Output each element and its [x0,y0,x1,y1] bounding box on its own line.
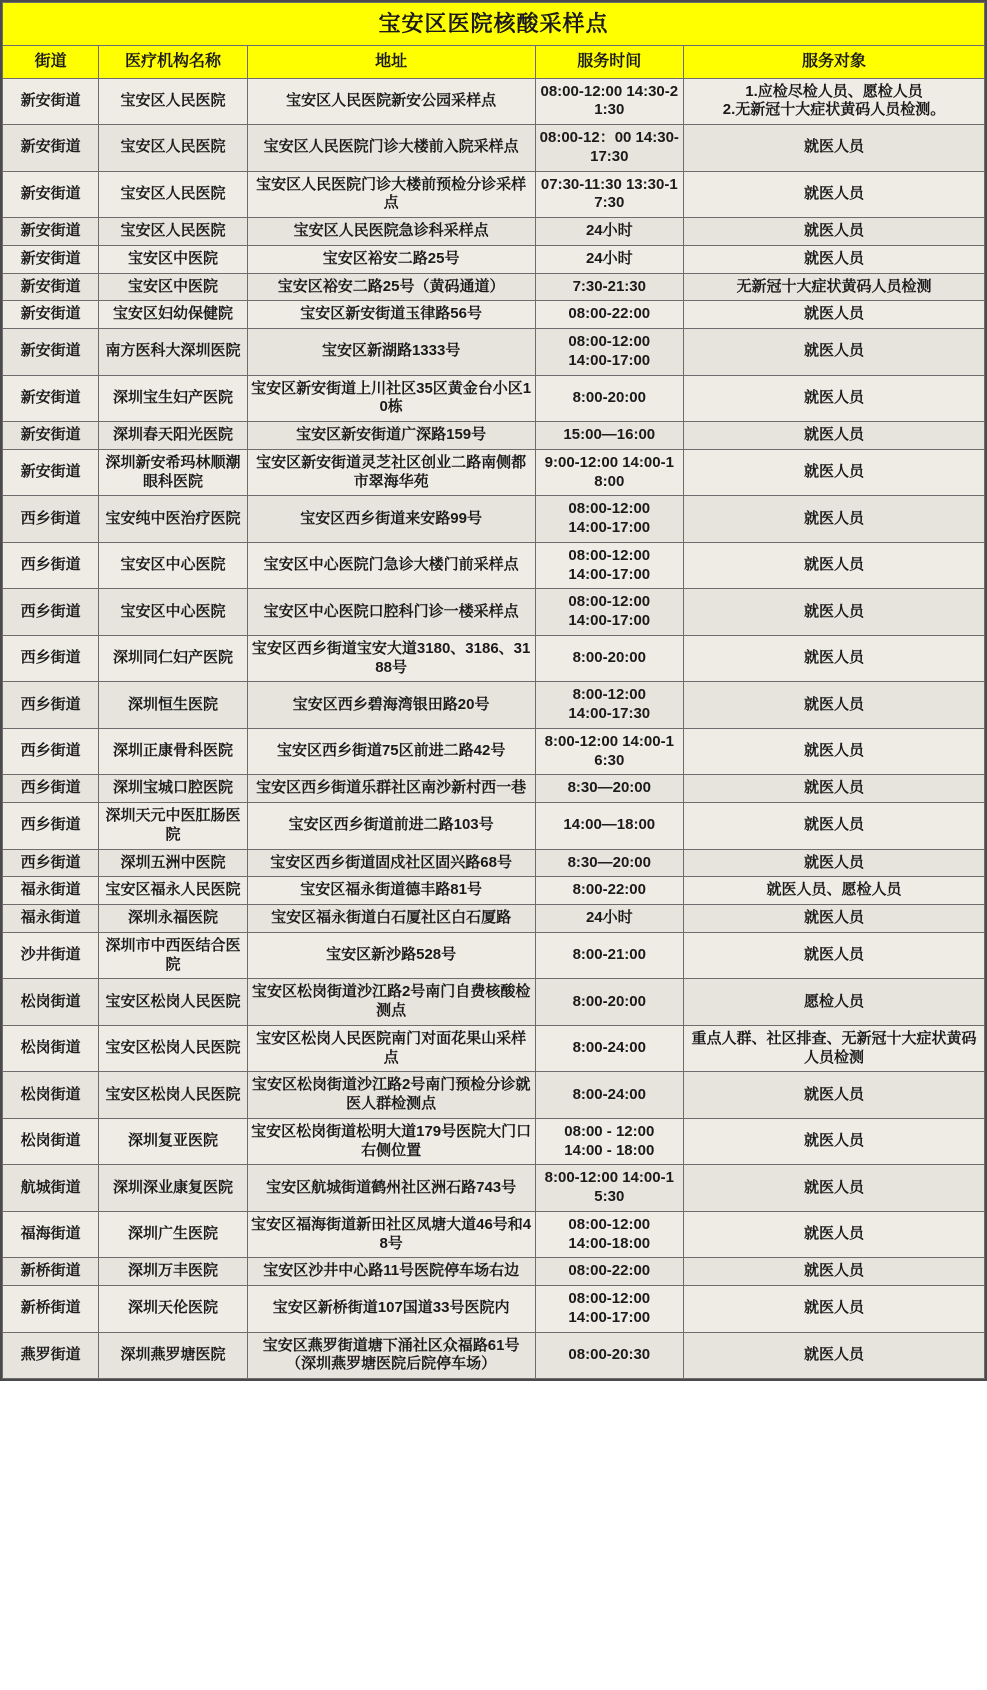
table-row [3,932,985,979]
cell-address: 宝安区松岗人民医院南门对面花果山采样点 [247,1025,535,1072]
cell-street: 新安街道 [3,273,99,301]
cell-service-target: 就医人员 [684,932,985,979]
table-row [3,1025,985,1072]
cell-service-target: 就医人员 [684,422,985,450]
cell-service-time: 08:00-20:30 [535,1332,683,1379]
cell-service-time: 08:00-22:00 [535,1258,683,1286]
cell-street: 新安街道 [3,171,99,218]
cell-street: 新安街道 [3,449,99,496]
cell-service-time: 8:30—20:00 [535,849,683,877]
sampling-sites-table [2,2,985,1379]
cell-service-target: 就医人员 [684,449,985,496]
cell-service-target: 就医人员 [684,1332,985,1379]
table-row [3,803,985,850]
cell-street: 松岗街道 [3,1118,99,1165]
cell-street: 新安街道 [3,78,99,125]
cell-service-target: 就医人员 [684,496,985,543]
table-row [3,635,985,682]
cell-organization: 宝安区福永人民医院 [99,877,247,905]
cell-service-target: 就医人员 [684,542,985,589]
cell-service-target: 无新冠十大症状黄码人员检测 [684,273,985,301]
cell-organization: 深圳正康骨科医院 [99,728,247,775]
table-row [3,728,985,775]
cell-service-time: 07:30-11:30 13:30-17:30 [535,171,683,218]
cell-address: 宝安区新安街道上川社区35区黄金台小区10栋 [247,375,535,422]
cell-organization: 宝安区中医院 [99,273,247,301]
cell-service-target: 就医人员 [684,329,985,376]
cell-organization: 南方医科大深圳医院 [99,329,247,376]
cell-address: 宝安区西乡街道前进二路103号 [247,803,535,850]
table-body [3,78,985,1379]
cell-service-time: 8:00-20:00 [535,979,683,1026]
cell-service-time: 08:00 - 12:00 14:00 - 18:00 [535,1118,683,1165]
cell-organization: 深圳市中西医结合医院 [99,932,247,979]
cell-address: 宝安区西乡碧海湾银田路20号 [247,682,535,729]
cell-service-time: 8:00-24:00 [535,1025,683,1072]
cell-service-time: 8:00-20:00 [535,635,683,682]
cell-service-time: 8:30—20:00 [535,775,683,803]
cell-service-time: 8:00-12:00 14:00-17:30 [535,682,683,729]
cell-street: 福永街道 [3,877,99,905]
cell-organization: 深圳宝城口腔医院 [99,775,247,803]
cell-organization: 深圳广生医院 [99,1211,247,1258]
cell-address: 宝安区松岗街道沙江路2号南门自费核酸检测点 [247,979,535,1026]
cell-street: 福永街道 [3,905,99,933]
cell-organization: 深圳新安希玛林顺潮眼科医院 [99,449,247,496]
cell-service-time: 08:00-12:00 14:00-17:00 [535,542,683,589]
cell-service-target: 愿检人员 [684,979,985,1026]
cell-address: 宝安区新沙路528号 [247,932,535,979]
cell-street: 西乡街道 [3,775,99,803]
table-row [3,589,985,636]
cell-organization: 深圳深业康复医院 [99,1165,247,1212]
cell-service-target: 1.应检尽检人员、愿检人员 2.无新冠十大症状黄码人员检测。 [684,78,985,125]
cell-service-target: 就医人员 [684,301,985,329]
cell-street: 西乡街道 [3,542,99,589]
table-row [3,775,985,803]
table-row [3,877,985,905]
cell-organization: 深圳五洲中医院 [99,849,247,877]
cell-address: 宝安区中心医院门急诊大楼门前采样点 [247,542,535,589]
table-row [3,245,985,273]
cell-service-target: 就医人员 [684,375,985,422]
cell-organization: 深圳同仁妇产医院 [99,635,247,682]
table-header-row [3,45,985,78]
cell-service-time: 08:00-12：00 14:30-17:30 [535,125,683,172]
cell-street: 西乡街道 [3,496,99,543]
cell-service-time: 8:00-21:00 [535,932,683,979]
cell-street: 新安街道 [3,329,99,376]
cell-address: 宝安区航城街道鹤州社区洲石路743号 [247,1165,535,1212]
cell-service-target: 就医人员 [684,1165,985,1212]
column-header-address: 地址 [247,45,535,78]
cell-service-time: 8:00-24:00 [535,1072,683,1119]
cell-address: 宝安区人民医院急诊科采样点 [247,218,535,246]
cell-address: 宝安区西乡街道乐群社区南沙新村西一巷 [247,775,535,803]
cell-street: 新安街道 [3,125,99,172]
cell-street: 福海街道 [3,1211,99,1258]
table-title-row [3,3,985,46]
cell-address: 宝安区西乡街道宝安大道3180、3186、3188号 [247,635,535,682]
table-row [3,1286,985,1333]
cell-service-time: 9:00-12:00 14:00-18:00 [535,449,683,496]
cell-service-target: 就医人员 [684,1118,985,1165]
table-row [3,1332,985,1379]
cell-service-time: 24小时 [535,905,683,933]
table-row [3,301,985,329]
cell-service-target: 就医人员 [684,589,985,636]
table-row [3,125,985,172]
table-row [3,329,985,376]
cell-organization: 宝安区人民医院 [99,125,247,172]
table-row [3,422,985,450]
cell-street: 西乡街道 [3,849,99,877]
table-row [3,905,985,933]
cell-service-target: 就医人员 [684,635,985,682]
table-row [3,449,985,496]
cell-service-target: 就医人员 [684,803,985,850]
cell-address: 宝安区中心医院口腔科门诊一楼采样点 [247,589,535,636]
cell-service-target: 就医人员 [684,682,985,729]
table-row [3,849,985,877]
cell-service-target: 就医人员 [684,1286,985,1333]
table-row [3,375,985,422]
cell-organization: 深圳恒生医院 [99,682,247,729]
cell-organization: 宝安区松岗人民医院 [99,1025,247,1072]
cell-service-time: 8:00-12:00 14:00-15:30 [535,1165,683,1212]
cell-service-time: 24小时 [535,218,683,246]
cell-service-time: 08:00-12:00 14:00-18:00 [535,1211,683,1258]
cell-service-target: 就医人员 [684,171,985,218]
cell-service-time: 24小时 [535,245,683,273]
cell-street: 新安街道 [3,422,99,450]
cell-address: 宝安区人民医院新安公园采样点 [247,78,535,125]
column-header-street: 街道 [3,45,99,78]
cell-organization: 宝安区妇幼保健院 [99,301,247,329]
cell-service-target: 就医人员 [684,218,985,246]
cell-service-time: 15:00—16:00 [535,422,683,450]
cell-address: 宝安区西乡街道来安路99号 [247,496,535,543]
cell-organization: 深圳永福医院 [99,905,247,933]
cell-street: 松岗街道 [3,1025,99,1072]
cell-street: 西乡街道 [3,635,99,682]
cell-street: 西乡街道 [3,682,99,729]
cell-service-time: 08:00-12:00 14:00-17:00 [535,496,683,543]
cell-service-target: 就医人员 [684,1258,985,1286]
cell-street: 松岗街道 [3,1072,99,1119]
cell-address: 宝安区福永街道德丰路81号 [247,877,535,905]
cell-organization: 深圳宝生妇产医院 [99,375,247,422]
column-header-service-time: 服务时间 [535,45,683,78]
cell-street: 新桥街道 [3,1258,99,1286]
cell-address: 宝安区新安街道灵芝社区创业二路南侧都市翠海华苑 [247,449,535,496]
table-row [3,682,985,729]
cell-service-time: 08:00-12:00 14:00-17:00 [535,329,683,376]
cell-organization: 宝安区人民医院 [99,171,247,218]
cell-street: 新桥街道 [3,1286,99,1333]
cell-organization: 宝安区中心医院 [99,589,247,636]
cell-address: 宝安区松岗街道沙江路2号南门预检分诊就医人群检测点 [247,1072,535,1119]
cell-service-time: 14:00—18:00 [535,803,683,850]
table-row [3,78,985,125]
cell-service-time: 8:00-12:00 14:00-16:30 [535,728,683,775]
cell-service-time: 7:30-21:30 [535,273,683,301]
table-row [3,979,985,1026]
cell-organization: 宝安区松岗人民医院 [99,1072,247,1119]
cell-service-target: 就医人员 [684,1211,985,1258]
cell-organization: 深圳复亚医院 [99,1118,247,1165]
table-row [3,496,985,543]
cell-service-target: 就医人员 [684,728,985,775]
cell-address: 宝安区新桥街道107国道33号医院内 [247,1286,535,1333]
cell-address: 宝安区人民医院门诊大楼前预检分诊采样点 [247,171,535,218]
cell-service-target: 就医人员 [684,125,985,172]
cell-address: 宝安区人民医院门诊大楼前入院采样点 [247,125,535,172]
table-row [3,273,985,301]
table-row [3,1118,985,1165]
cell-address: 宝安区沙井中心路11号医院停车场右边 [247,1258,535,1286]
cell-street: 燕罗街道 [3,1332,99,1379]
cell-organization: 宝安区松岗人民医院 [99,979,247,1026]
cell-address: 宝安区裕安二路25号（黄码通道） [247,273,535,301]
cell-street: 新安街道 [3,375,99,422]
cell-organization: 宝安区人民医院 [99,218,247,246]
cell-address: 宝安区新湖路1333号 [247,329,535,376]
cell-organization: 深圳春天阳光医院 [99,422,247,450]
table-row [3,1165,985,1212]
cell-address: 宝安区福海街道新田社区凤塘大道46号和48号 [247,1211,535,1258]
cell-organization: 深圳天元中医肛肠医院 [99,803,247,850]
cell-organization: 宝安区中心医院 [99,542,247,589]
cell-service-target: 重点人群、社区排查、无新冠十大症状黄码人员检测 [684,1025,985,1072]
cell-street: 松岗街道 [3,979,99,1026]
table-row [3,542,985,589]
cell-service-target: 就医人员 [684,1072,985,1119]
cell-organization: 深圳燕罗塘医院 [99,1332,247,1379]
cell-address: 宝安区西乡街道75区前进二路42号 [247,728,535,775]
column-header-service-target: 服务对象 [684,45,985,78]
cell-service-target: 就医人员 [684,849,985,877]
cell-service-target: 就医人员 [684,775,985,803]
table-row [3,1258,985,1286]
cell-street: 西乡街道 [3,803,99,850]
cell-address: 宝安区福永街道白石厦社区白石厦路 [247,905,535,933]
column-header-organization: 医疗机构名称 [99,45,247,78]
cell-service-target: 就医人员 [684,245,985,273]
cell-address: 宝安区西乡街道固戍社区固兴路68号 [247,849,535,877]
table-row [3,171,985,218]
cell-organization: 深圳万丰医院 [99,1258,247,1286]
table-row [3,1211,985,1258]
cell-address: 宝安区松岗街道松明大道179号医院大门口右侧位置 [247,1118,535,1165]
cell-address: 宝安区燕罗街道塘下涌社区众福路61号（深圳燕罗塘医院后院停车场） [247,1332,535,1379]
cell-street: 航城街道 [3,1165,99,1212]
cell-street: 西乡街道 [3,728,99,775]
cell-service-time: 08:00-12:00 14:00-17:00 [535,589,683,636]
cell-street: 新安街道 [3,301,99,329]
cell-service-time: 8:00-22:00 [535,877,683,905]
page-title: 宝安区医院核酸采样点 [3,3,985,46]
cell-address: 宝安区新安街道广深路159号 [247,422,535,450]
cell-street: 沙井街道 [3,932,99,979]
cell-organization: 宝安区人民医院 [99,78,247,125]
cell-service-time: 08:00-12:00 14:00-17:00 [535,1286,683,1333]
cell-organization: 宝安纯中医治疗医院 [99,496,247,543]
cell-service-time: 08:00-22:00 [535,301,683,329]
cell-organization: 宝安区中医院 [99,245,247,273]
cell-service-time: 08:00-12:00 14:30-21:30 [535,78,683,125]
cell-street: 西乡街道 [3,589,99,636]
cell-service-time: 8:00-20:00 [535,375,683,422]
cell-service-target: 就医人员、愿检人员 [684,877,985,905]
cell-street: 新安街道 [3,245,99,273]
table-row [3,1072,985,1119]
cell-organization: 深圳天伦医院 [99,1286,247,1333]
cell-address: 宝安区裕安二路25号 [247,245,535,273]
cell-street: 新安街道 [3,218,99,246]
cell-address: 宝安区新安街道玉律路56号 [247,301,535,329]
table-row [3,218,985,246]
cell-service-target: 就医人员 [684,905,985,933]
